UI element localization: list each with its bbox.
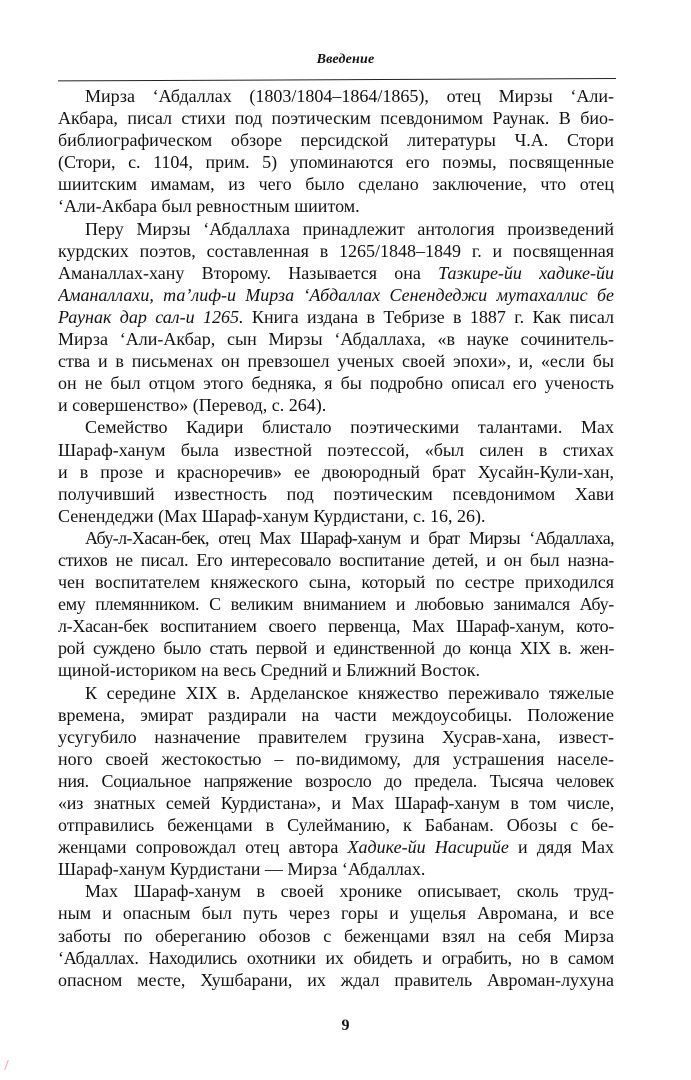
text-fragment: женцами сопровождал отец автора — [58, 837, 348, 858]
text-line: заботы по обереганию обозов с беженцами взял на себя Мирза — [58, 925, 614, 946]
text-line: ным и опасным был путь через горы и ущелья Авромана, и все — [58, 903, 614, 924]
text-line: ства и в письменах он превзошел ученых своей эпохи», и, «если бы — [58, 351, 614, 372]
text-line: стихов не писал. Его интересовало воспитание детей, и он был назна- — [58, 549, 614, 570]
italic-title: Тазкире-йи хадике-йи — [438, 262, 614, 283]
text-line: Мах Шараф-ханум в своей хронике описывает, сколь труд- — [85, 881, 614, 902]
text-line — [58, 306, 614, 328]
text-line: Перу Мирзы ‘Абдаллаха принадлежит антология произведений — [85, 218, 614, 239]
text-fragment: Книга издана в Тебризе в 1887 г. Как писал — [243, 306, 614, 327]
running-head: Введение — [316, 52, 375, 67]
header-rule — [58, 78, 616, 81]
text-line: л-Хасан-бек воспитанием своего первенца, Мах Шараф-ханум, кото- — [58, 616, 614, 637]
text-line: К середине XIX в. Арделанское княжество переживало тяжелые — [85, 682, 614, 703]
italic-title: Хадике-йи Насирийе — [347, 837, 509, 858]
text-line — [58, 262, 614, 284]
text-line: Мирза ‘Али-Акбар, сын Мирзы ‘Абдаллаха, «в науке сочинитель- — [58, 329, 614, 350]
text-fragment: Аманаллах-хану Второму. Называется она — [58, 262, 439, 283]
text-line: времена, эмират раздирали на части междоусобицы. Положение — [58, 704, 614, 725]
text-line: ему племянником. С великим вниманием и любовью занимался Абу- — [58, 594, 614, 615]
text-line: библиографическом обзоре персидской литературы Ч.А. Стори — [58, 130, 614, 151]
text-line: Мирза ‘Абдаллах (1803/1804–1864/1865), отец Мирзы ‘Али- — [85, 86, 614, 106]
text-line: ного своей жестокостью – по-видимому, для устрашения населе- — [58, 748, 614, 769]
paragraph-3 — [58, 416, 614, 526]
text-line: щиной-историком на весь Средний и Ближний Восток. — [58, 660, 480, 681]
text-line: рой суждено было стать первой и единственной до конца XIX в. жен- — [58, 638, 614, 659]
text-line: он не был отцом этого бедняка, я бы подробно описал его ученость — [58, 373, 614, 394]
text-line: курдских поэтов, составленная в 1265/1848–1849 г. и посвященная — [58, 240, 614, 261]
text-line — [58, 284, 614, 306]
text-line: усугубило назначение правителем грузина Хусрав-хана, извест- — [58, 726, 614, 747]
paragraph-6 — [58, 880, 614, 990]
text-line: отправились беженцами в Сулейманию, к Бабанам. Обозы с бе- — [58, 815, 614, 836]
text-line: и в прозе и красноречив» ее двоюродный брат Хусайн-Кули-хан, — [58, 461, 614, 482]
text-line: ‘Абдаллах. Находились охотники их обидеть и ограбить, но в самом — [58, 947, 614, 968]
text-fragment: и дядя Мах — [508, 837, 614, 858]
text-line: Шараф-ханум Курдистани — Мирза ‘Абдаллах. — [58, 859, 426, 880]
text-line: опасном месте, Хушбарани, их ждал правитель Авроман-лухуна — [58, 969, 614, 990]
body-text — [58, 85, 614, 991]
text-line: шиитским имамам, из чего было сделано заключение, что отец — [58, 174, 614, 195]
text-line: Шараф-ханум была известной поэтессой, «был силен в стихах — [58, 439, 614, 460]
text-line: (Стори, с. 1104, прим. 5) упоминаются его поэмы, посвященные — [58, 152, 614, 173]
text-line: «из знатных семей Курдистана», и Мах Шараф-ханум в том числе, — [58, 793, 614, 813]
italic-title: Раунак дар сал-и 1265. — [58, 306, 244, 327]
text-line: ‘Али-Акбара был ревностным шиитом. — [58, 196, 360, 217]
text-line: получивший известность под поэтическим псевдонимом Хави — [58, 483, 614, 504]
page-number: 9 — [341, 1017, 350, 1034]
text-line: Абу-л-Хасан-бек, отец Мах Шараф-ханум и брат Мирзы ‘Абдаллаха, — [85, 527, 614, 548]
text-line: Акбара, писал стихи под поэтическим псевдонимом Раунак. В био- — [58, 108, 614, 129]
text-line: ния. Социальное напряжение возросло до предела. Тысяча человек — [58, 770, 614, 791]
text-line: Сенендеджи (Мах Шараф-ханум Курдистани, с. 16, 26). — [58, 505, 486, 526]
text-line: и совершенство» (Перевод, с. 264). — [58, 395, 327, 416]
text-line: чен воспитателем княжеского сына, который по сестре приходился — [58, 572, 614, 593]
paragraph-5 — [58, 682, 614, 881]
text-line: Семейство Кадири блистало поэтическими талантами. Мах — [85, 417, 614, 438]
paragraph-1 — [58, 85, 614, 218]
text-line — [58, 836, 614, 858]
paragraph-2 — [58, 218, 614, 417]
paragraph-4 — [58, 527, 614, 682]
italic-title: Аманаллахи, та’лиф-и Мирза ‘Абдаллах Сенендеджи мутахаллис бе — [58, 284, 614, 305]
scan-mark — [4, 1060, 15, 1070]
